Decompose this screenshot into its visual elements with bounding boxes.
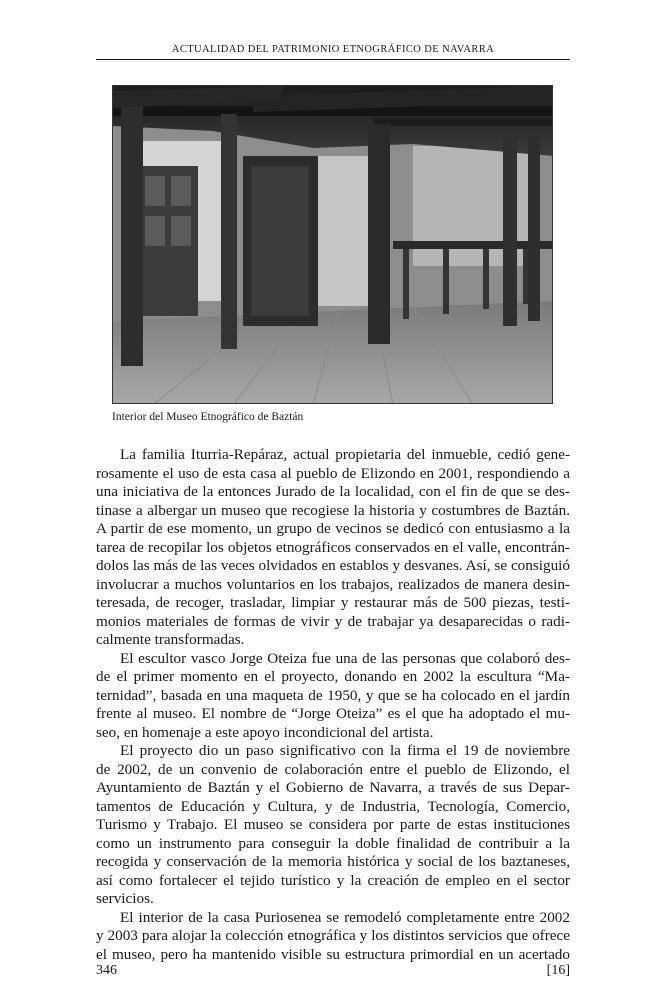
text-line: teresada, de recoger, trasladar, limpiar y restaurar más de 500 piezas, testi- bbox=[96, 594, 570, 611]
text-line: así como fortalecer el tejido turístico y la creación de empleo en el sector bbox=[96, 871, 570, 889]
museum-interior-photo bbox=[112, 85, 553, 404]
text-line: servicios. bbox=[96, 890, 154, 907]
text-line: El proyecto dio un paso significativo con la firma el 19 de noviembre bbox=[120, 742, 570, 759]
text-line: involucrar a muchos voluntarios en los trabajos, realizados de manera desin- bbox=[96, 575, 570, 593]
text-line: de 2002, de un convenio de colaboración entre el pueblo de Elizondo, el bbox=[96, 760, 570, 778]
text-line: El interior de la casa Puriosenea se remodeló completamente entre 2002 bbox=[120, 908, 570, 926]
paragraph bbox=[96, 650, 570, 743]
sequence-number: [16] bbox=[546, 963, 570, 978]
text-line: y 2003 para alojar la colección etnográfica y los distintos servicios que ofrece bbox=[96, 927, 570, 944]
text-line: de el primer momento en el proyecto, donando en 2002 la escultura “Ma- bbox=[96, 668, 570, 685]
text-line: seo, en homenaje a este apoyo incondicional del artista. bbox=[96, 723, 434, 741]
text-line: recogida y conservación de la memoria histórica y social de los baztaneses, bbox=[96, 853, 570, 870]
text-line: como un instrumento para conseguir la doble finalidad de contribuir a la bbox=[96, 834, 570, 852]
header-rule bbox=[96, 59, 570, 60]
text-line: El escultor vasco Jorge Oteiza fue una de las personas que colaboró des- bbox=[120, 649, 570, 667]
text-line: tarea de recopilar los objetos etnográficos conservados en el valle, encontrán- bbox=[96, 538, 570, 556]
body-text bbox=[96, 446, 570, 964]
text-line: tamentos de Educación y Cultura, y de Industria, Tecnología, Comercio, bbox=[96, 797, 570, 815]
text-line: ternidad”, basada en una maqueta de 1950, y que se ha colocado en el jardín bbox=[96, 686, 570, 704]
text-line: A partir de ese momento, un grupo de vecinos se dedicó con entusiasmo a la bbox=[96, 520, 570, 537]
text-line: monios materiales de formas de vivir y de trabajar ya desaparecidas o radi- bbox=[96, 612, 570, 630]
text-line: el museo, pero ha mantenido visible su estructura primordial en un acertado bbox=[96, 945, 570, 963]
text-line: La familia Iturria-Repáraz, actual propietaria del inmueble, cedió gene- bbox=[120, 446, 570, 463]
text-line: tinase a albergar un museo que recogiese la historia y costumbres de Baztán. bbox=[96, 501, 570, 519]
text-line: Turismo y Trabajo. El museo se considera por parte de estas instituciones bbox=[96, 816, 570, 833]
text-line: rosamente el uso de esta casa al pueblo de Elizondo en 2001, respondiendo a bbox=[96, 464, 570, 482]
text-line: calmente transformadas. bbox=[96, 631, 245, 648]
running-title: ACTUALIDAD DEL PATRIMONIO ETNOGRÁFICO DE NAVARRA bbox=[171, 44, 495, 55]
text-line: frente al museo. El nombre de “Jorge Oteiza” es el que ha adoptado el mu- bbox=[96, 705, 570, 722]
figure-caption: Interior del Museo Etnográfico de Baztán bbox=[112, 411, 304, 423]
paragraph bbox=[96, 909, 570, 965]
page-number: 346 bbox=[96, 963, 117, 978]
paragraph bbox=[96, 446, 570, 650]
text-line: dolos las más de las veces olvidados en establos y desvanes. Así, se consiguió bbox=[96, 557, 570, 574]
text-line: una iniciativa de la entonces Jurado de la localidad, con el fin de que se des- bbox=[96, 483, 570, 500]
paragraph bbox=[96, 742, 570, 909]
text-line: Ayuntamiento de Baztán y el Gobierno de Navarra, a través de sus Depar- bbox=[96, 779, 570, 796]
